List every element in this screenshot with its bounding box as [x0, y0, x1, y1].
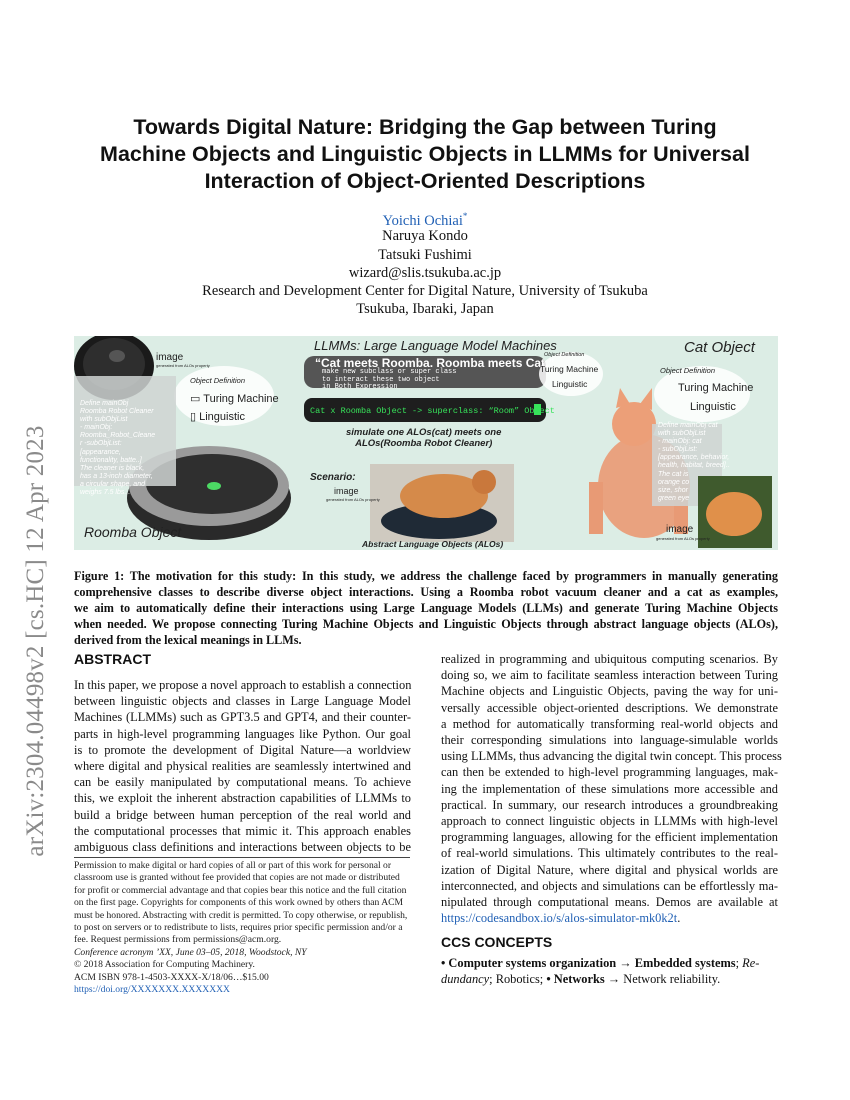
terminal-hint: make new subclass or super class to interact these two object in Both Expression	[322, 368, 457, 391]
cat-object-label: Cat Object	[684, 339, 755, 356]
roomba-image-label: image	[156, 352, 184, 363]
roomba-object-label: Roomba Object	[84, 524, 182, 540]
cat-code: Define mainObj cat with subObjList - mainObj: cat - subObjList: [appearance, behavior, health, habitat, breed].. The cat is orange co size, shor green eye	[658, 422, 730, 502]
cat-turing-machine: Turing Machine	[678, 382, 754, 394]
paper-title: Towards Digital Nature: Bridging the Gap between Turing Machine Objects and Linguistic Objects in LLMMs for Universal Interaction of Object-Oriented Descriptions	[100, 115, 750, 193]
arxiv-stamp: arXiv:2304.04498v2 [cs.HC] 12 Apr 2023	[22, 425, 49, 857]
roomba-code: Define mainObj Roomba Robot Cleaner with subObjList - mainObj: Roomba_Robot_Cleane r -subObjList: [appearance, functionality, batte..] The cleaner is black, has a 13-inch diameter, a circular shape, and weighs 7.5 lbs...	[80, 400, 156, 497]
figure-1	[74, 336, 778, 550]
center-object-definition: Object Definition	[544, 352, 585, 358]
scenario-label: Scenario:	[310, 472, 356, 483]
laptop-icon: ▭	[190, 393, 204, 405]
figure-caption: Figure 1: The motivation for this study: In this study, we address the challenge faced by programmers in manually generating comprehensive classes to describe diverse object interactions. Using a Roomba robot vacuum cleaner and a cat as examples, we aim to automatically define their interactions using Large Language Models (LLMs) and generate Turing Machine Objects when needed. We propose connecting Turing Machine Objects and Linguistic Objects through abstract language objects (ALOs), derived from the lexical meanings in LLMs.	[74, 569, 778, 647]
demo-link[interactable]: https://codesandbox.io/s/alos-simulator-mk0k2t	[441, 911, 678, 926]
author-location: Tsukuba, Ibaraki, Japan	[356, 301, 494, 317]
figure-quote: “Cat meets Roomba. Roomba meets Cat.”	[315, 356, 555, 370]
center-turing-machine: Turing Machine	[540, 364, 599, 374]
abstract-right-column: realized in programming and ubiquitous computing scenarios. By doing so, we aim to facilitate seamless interaction between Turing Machine objects and Linguistic Objects, paving the way for uni- versally accessible object-oriented descriptions. We demonstrate a method for automatically transforming real-world objects and their corresponding simulations into language-simulable worlds using LLMMs, thus advancing the digital twin concept. This process can then be extended to high-level programming languages, mak- ing the implementation of these simulations more accessible and practical. In summary, our research introduces a groundbreaking approach to connect linguistic objects in LLMMs with high-level programming languages, allowing for the efficient implementation of real-world simulations. This ultimately contributes to the real- ization of Digital Nature, where digital and physical worlds are interconnected, and objects and simulations can be effortlessly ma- nipulated through computational means. Demos are available at https://codesandbox.io/s/alos-simulator-mk0k2t.	[441, 652, 782, 926]
cat-image-label: image	[666, 524, 694, 535]
simulate-label: simulate one ALOs(cat) meets one ALOs(Roomba Robot Cleaner)	[346, 427, 502, 449]
scenario-photo	[370, 464, 514, 542]
cat-image-sub: generated from ALOs property	[656, 536, 710, 541]
cat-linguistic: Linguistic	[690, 401, 736, 413]
roomba-turing-machine: ▭ Turing Machine	[190, 393, 279, 405]
copyright-line: © 2018 Association for Computing Machinery.	[74, 959, 255, 971]
author-name-2: Naruya Kondo	[382, 228, 468, 244]
abstract-left-column: In this paper, we propose a novel approach to establish a connection between linguistic objects and classes in Large Language Model Machines (LLMMs) such as GPT3.5 and GPT4, and their counter- parts in high-level programming languages like Python. Our goal is to promote the development of Digital Nature—a worldview where digital and physical realities are seamlessly intertwined and can be easily manipulated by computational means. To achieve this, we exploit the inherent abstraction capabilities of LLMMs to build a bridge between human perception of the real world and the computational processes that mimic it. This approach enables ambiguous class definitions and interactions between objects to be	[74, 678, 412, 855]
terminal-command: Cat x Roomba Object -> superclass: “Room” Object	[310, 406, 555, 416]
demo-line: https://codesandbox.io/s/alos-simulator-mk0k2t.	[441, 911, 681, 926]
roomba-linguistic: ▯ Linguistic	[190, 411, 245, 423]
cat-object-definition: Object Definition	[660, 366, 716, 375]
doi-link[interactable]: https://doi.org/XXXXXXX.XXXXXXX	[74, 984, 230, 996]
figure-header: LLMMs: Large Language Model Machines	[314, 338, 557, 353]
scenario-image-sub: generated from ALOs property	[326, 497, 380, 502]
author-name-1[interactable]: Yoichi Ochiai*	[382, 211, 468, 229]
author-name-3: Tatsuki Fushimi	[378, 247, 472, 263]
footnote: Permission to make digital or hard copies of all or part of this work for personal or classroom use is granted without fee provided that copies are not made or distributed for profit or commercial advantage and that copies bear this notice and the full citation on the first page. Copyrights for components of this work owned by others than ACM must be honored. Abstracting with credit is permitted. To copy otherwise, or republish, to post on servers or to redistribute to lists, requires prior specific permission and/or a fee. Request permissions from permissions@acm.org. Conference acronym ’XX, June 03–05, 2018, Woodstock, NY © 2018 Association for Computing Machinery. ACM ISBN 978-1-4503-XXXX-X/18/06…$15.00 https://doi.org/XXXXXXX.XXXXXXX	[74, 860, 411, 996]
book-icon: ▯	[190, 411, 200, 423]
center-linguistic: Linguistic	[552, 379, 588, 389]
author-email: wizard@slis.tsukuba.ac.jp	[348, 265, 502, 281]
ccs-heading: CCS CONCEPTS	[441, 934, 553, 950]
roomba-image-sub: generated from ALOs property	[156, 363, 210, 368]
roomba-object-definition: Object Definition	[190, 376, 246, 385]
footnote-rule	[74, 857, 410, 858]
isbn-line: ACM ISBN 978-1-4503-XXXX-X/18/06…$15.00	[74, 971, 269, 983]
scenario-image-label: image	[334, 486, 359, 496]
ccs-concepts: • Computer systems organization → Embedded systems; Re- dundancy; Robotics; • Networks → Network reliability.	[441, 956, 760, 986]
conference-line: Conference acronym ’XX, June 03–05, 2018, Woodstock, NY	[74, 946, 307, 958]
abstract-heading: ABSTRACT	[74, 651, 151, 667]
alo-label: Abstract Language Objects (ALOs)	[362, 539, 504, 549]
author-affiliation: Research and Development Center for Digital Nature, University of Tsukuba	[202, 283, 648, 299]
